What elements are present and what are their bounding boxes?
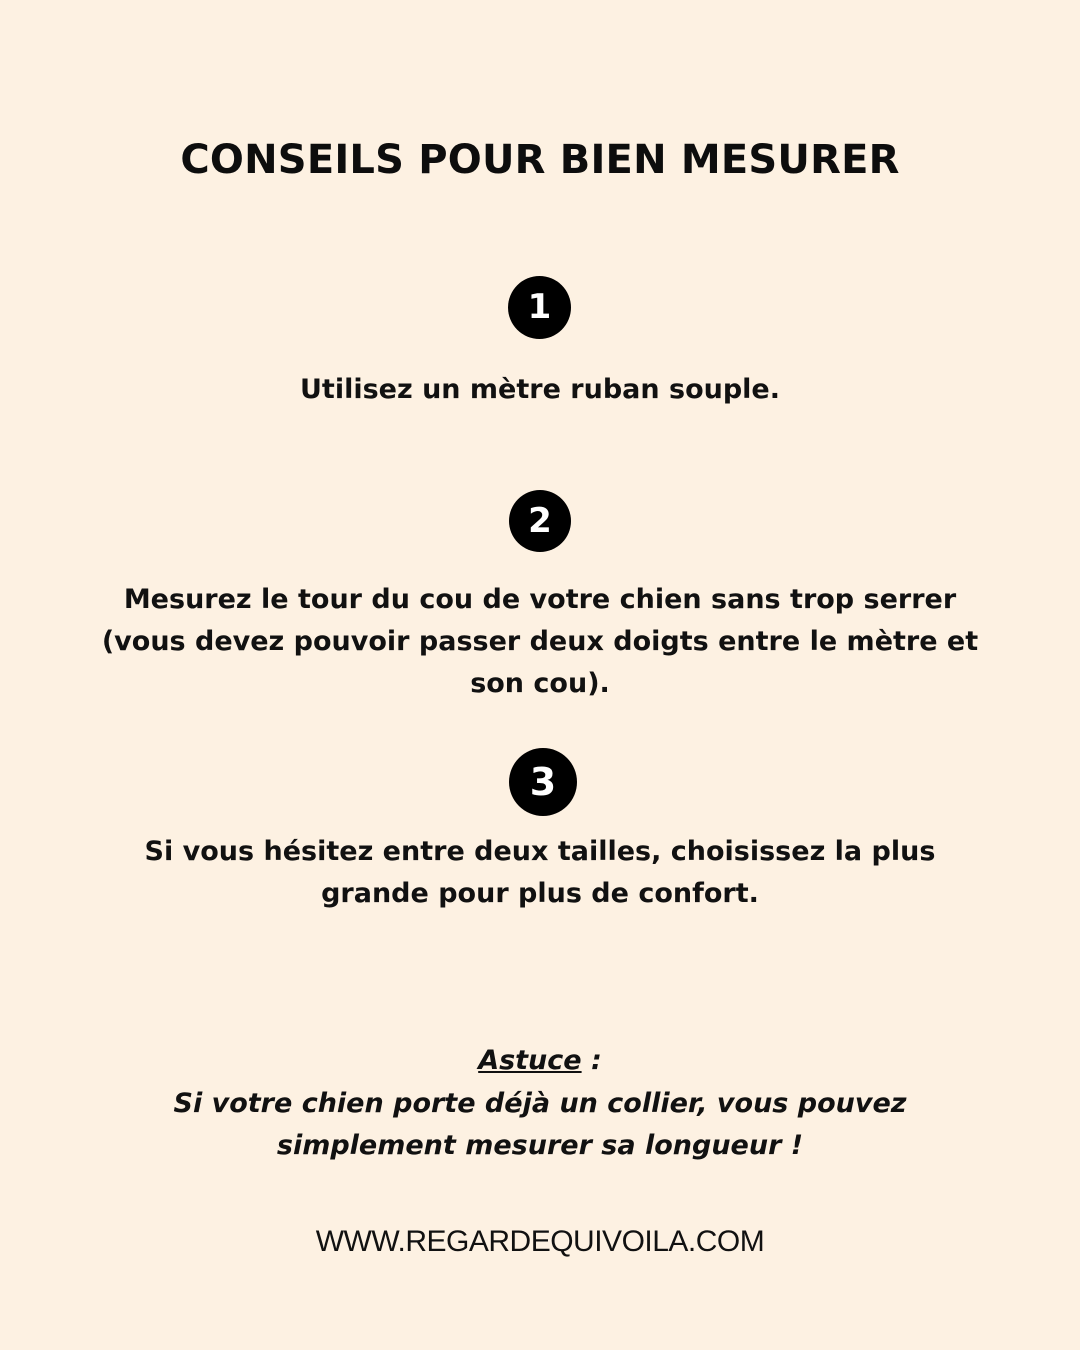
tip-colon: : (581, 1045, 602, 1076)
step-2-text: Mesurez le tour du cou de votre chien sans trop serrer (vous devez pouvoir passer deux doigts entre le mètre et son cou). (101, 584, 979, 699)
website-url: WWW.REGARDEQUIVOILA.COM (315, 1225, 765, 1258)
step-1-number-badge: 1 (508, 276, 571, 339)
step-3-number-badge: 3 (509, 748, 577, 816)
step-1-text: Utilisez un mètre ruban souple. (299, 374, 780, 405)
step-3-text: Si vous hésitez entre deux tailles, choisissez la plus grande pour plus de confort. (144, 836, 936, 909)
tip-heading (0, 1040, 1080, 1082)
tip-label: Astuce (478, 1045, 582, 1076)
tip-text: Si votre chien porte déjà un collier, vous pouvez simplement mesurer sa longueur ! (173, 1088, 907, 1161)
step-2-number-badge: 2 (509, 490, 571, 552)
page-title: CONSEILS POUR BIEN MESURER (180, 137, 900, 183)
